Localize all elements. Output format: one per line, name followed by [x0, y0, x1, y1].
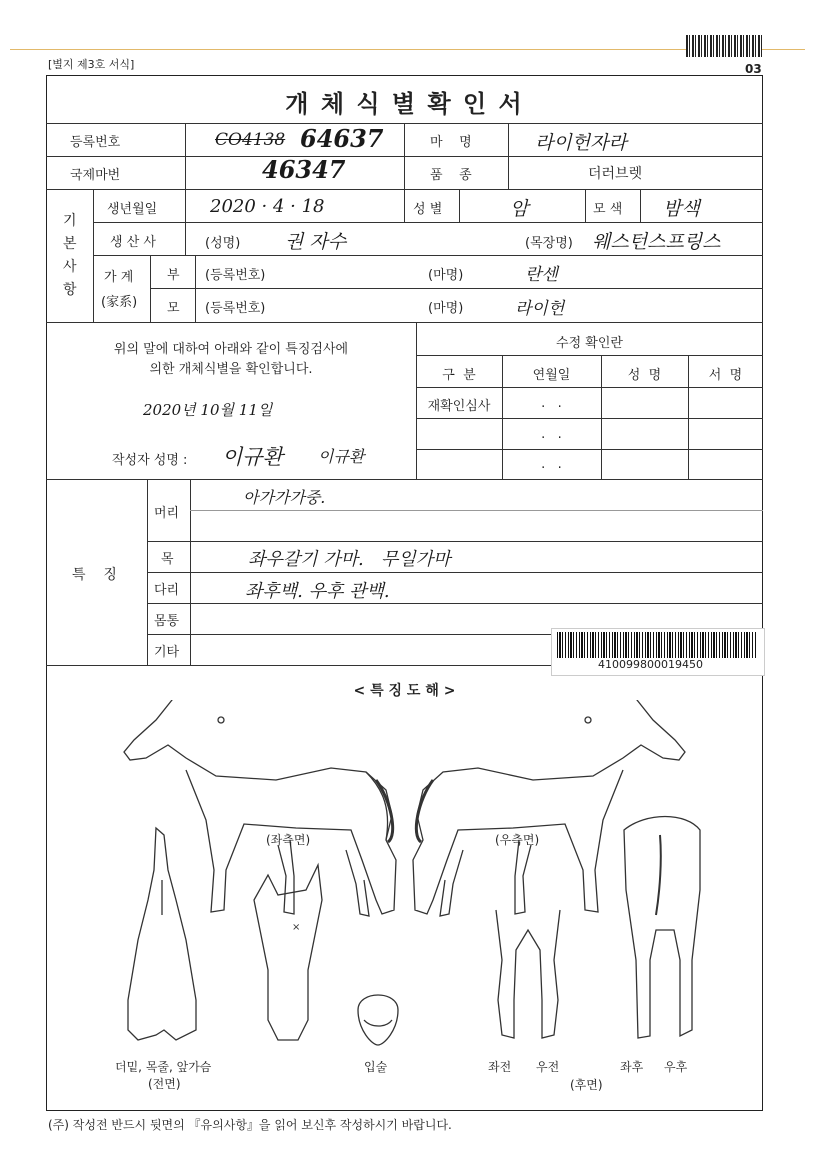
feature-label-neck: 목 — [161, 552, 174, 567]
reg-no-value: 64637 — [300, 124, 384, 153]
rear-view-horse — [624, 817, 700, 1039]
dam-name-label: (마명) — [428, 301, 464, 316]
farm-value: 웨스턴스프링스 — [592, 231, 721, 253]
page-title: 개 체 식 별 확 인 서 — [285, 90, 524, 118]
confirm-text-1: 위의 말에 대하여 아래와 같이 특징검사에 — [113, 342, 349, 357]
sire-label: 부 — [167, 268, 180, 283]
top-barcode — [686, 35, 762, 57]
pedigree-label: 가 계 — [104, 270, 134, 285]
sex-value: 암 — [510, 198, 529, 220]
svg-text:×: × — [292, 922, 301, 933]
dam-reg-label: (등록번호) — [205, 301, 266, 316]
revision-header-sign: 서 명 — [708, 368, 743, 383]
lips-label: 입술 — [364, 1060, 388, 1074]
reg-no-label: 등록번호 — [70, 135, 121, 150]
birth-value: 2020 · 4 · 18 — [210, 196, 325, 217]
right-side-horse — [413, 700, 685, 916]
revision-title: 수정 확인란 — [556, 336, 623, 351]
feature-label-other: 기타 — [154, 645, 180, 660]
sire-name: 란센 — [525, 265, 558, 285]
dam-name: 라이헌 — [515, 299, 565, 319]
horse-diagram — [46, 700, 763, 1110]
feature-value-legs: 좌후백. 우후 관백. — [245, 581, 390, 602]
breed-label: 품 종 — [430, 168, 472, 183]
page-number: 03 — [745, 62, 762, 76]
farm-label: (목장명) — [525, 236, 573, 251]
form-label: [별지 제3호 서식] — [48, 58, 135, 71]
coat-value: 밤색 — [663, 198, 700, 220]
right-hind-label: 우후 — [664, 1060, 688, 1074]
front-legs-view — [496, 910, 560, 1038]
right-fore-label: 우전 — [536, 1060, 560, 1074]
dam-label: 모 — [167, 301, 180, 316]
diagram-title: < 특 징 도 해 > — [353, 683, 456, 699]
sex-label: 성 별 — [413, 202, 443, 217]
revision-row-date: . . — [541, 427, 562, 442]
reg-no-struck: CO4138 — [215, 130, 286, 150]
sire-reg-label: (등록번호) — [205, 268, 266, 283]
revision-header-date: 연월일 — [532, 368, 571, 383]
horse-name-value: 라이헌자라 — [535, 132, 627, 154]
producer-name: 권 자수 — [285, 231, 347, 253]
intl-no-label: 국제마번 — [70, 168, 121, 183]
front-caption: 더밑, 목줄, 앞가슴 — [115, 1060, 212, 1074]
footer-note: (주) 작성전 반드시 뒷면의 『유의사항』을 읽어 보신후 작성하시기 바랍니다. — [48, 1118, 452, 1132]
feature-label-body: 몸통 — [154, 614, 180, 629]
left-fore-label: 좌전 — [488, 1060, 512, 1074]
revision-row-date: . . — [541, 396, 562, 411]
writer-name: 이규환 — [222, 445, 283, 469]
rear-label: (후면) — [570, 1078, 603, 1092]
features-section-label: 특 징 — [72, 567, 117, 583]
feature-label-legs: 다리 — [154, 583, 180, 598]
revision-row-type: 재확인심사 — [427, 399, 491, 414]
feature-value-head: 아가가가중. — [243, 488, 326, 507]
feature-label-head: 머리 — [154, 506, 180, 521]
barcode-number: 410099800019450 — [598, 658, 703, 671]
sire-name-label: (마명) — [428, 268, 464, 283]
front-view-horse — [128, 828, 196, 1040]
left-side-label: (좌측면) — [266, 833, 311, 847]
lips-view — [358, 995, 398, 1045]
feature-value-neck: 좌우갈기 가마. 무일가마 — [248, 549, 451, 570]
revision-row-date: . . — [541, 457, 562, 472]
head-front-view — [254, 865, 322, 1040]
barcode-bars — [557, 632, 757, 658]
writer-signature: 이규환 — [318, 447, 365, 466]
intl-no-value: 46347 — [262, 155, 346, 184]
confirm-text-2: 의한 개체식별을 확인합니다. — [149, 362, 313, 377]
pedigree-hanja: (家系) — [101, 295, 138, 310]
horse-name-label: 마 명 — [430, 135, 472, 150]
confirm-date: 2020년 10월 11일 — [143, 401, 273, 419]
coat-label: 모 색 — [593, 202, 623, 217]
producer-label: 생 산 사 — [110, 235, 156, 250]
left-hind-label: 좌후 — [620, 1060, 644, 1074]
producer-name-label: (성명) — [205, 236, 241, 251]
revision-header-type: 구 분 — [442, 368, 476, 383]
left-side-horse — [124, 700, 396, 916]
revision-header-name: 성 명 — [627, 368, 662, 383]
breed-value: 더러브렛 — [588, 166, 643, 182]
front-label: (전면) — [148, 1077, 181, 1091]
birth-label: 생년월일 — [107, 202, 158, 217]
right-side-label: (우측면) — [495, 833, 540, 847]
writer-label: 작성자 성명 : — [112, 453, 188, 468]
